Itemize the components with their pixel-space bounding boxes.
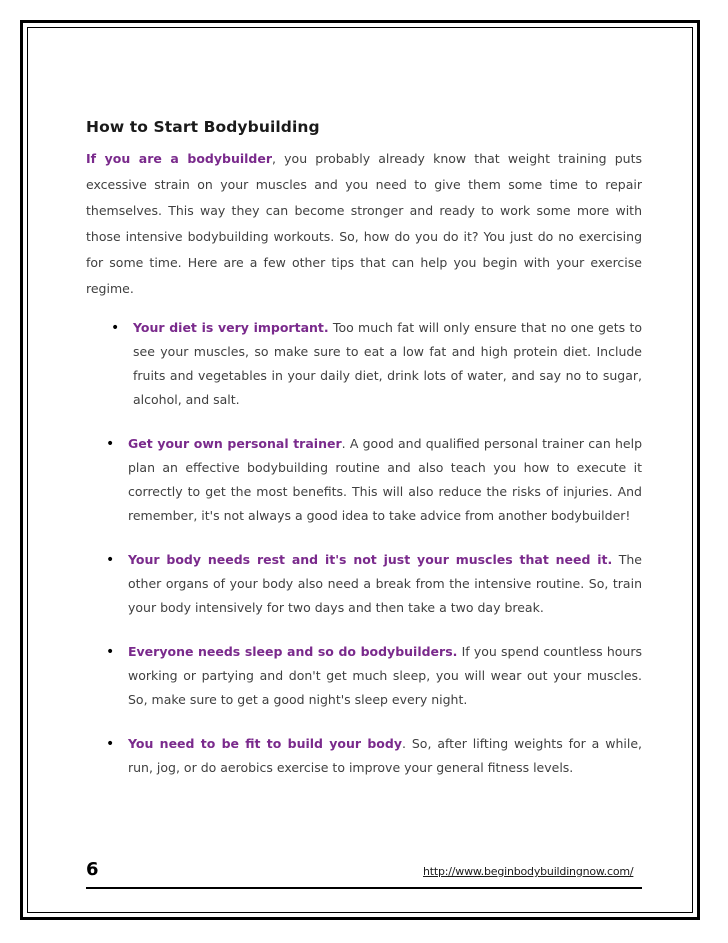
tip-lead: Everyone needs sleep and so do bodybuilders.	[128, 644, 458, 659]
footer-link[interactable]: http://www.beginbodybuildingnow.com/	[423, 865, 634, 878]
tips-list	[86, 316, 642, 780]
list-item	[86, 548, 642, 620]
tip-lead: Your diet is very important.	[133, 320, 329, 335]
intro-paragraph	[86, 146, 642, 302]
footer-divider	[86, 887, 642, 889]
tip-text: The other organs of your body also need a break from the intensive routine. So, train your body intensively for two days and then take a two day break.	[128, 552, 642, 615]
tip-text: . So, after lifting weights for a while, run, jog, or do aerobics exercise to improve your general fitness levels.	[128, 736, 642, 775]
tip-lead: Get your own personal trainer	[128, 436, 342, 451]
article	[86, 118, 642, 800]
tip-lead: You need to be fit to build your body	[128, 736, 402, 751]
article-title: How to Start Bodybuilding	[86, 118, 320, 136]
tip-text: If you spend countless hours working or partying and don't get much sleep, you will wear out your muscles. So, make sure to get a good night's sleep every night.	[128, 644, 642, 707]
list-item	[86, 432, 642, 528]
bullet-icon: •	[106, 436, 115, 452]
tip-lead: Your body needs rest and it's not just your muscles that need it.	[128, 552, 613, 567]
list-item	[86, 640, 642, 712]
list-item	[86, 732, 642, 780]
intro-lead: If you are a bodybuilder	[86, 151, 273, 166]
page-number: 6	[86, 859, 99, 880]
bullet-icon: •	[106, 736, 115, 752]
intro-text: , you probably already know that weight training puts excessive strain on your muscles and you need to give them some time to repair themselves. This way they can become stronger and ready to work some more with those intensive bodybuilding workouts. So, how do you do it? You just do no exercising for some time. Here are a few other tips that can help you begin with your exercise regime.	[86, 151, 642, 296]
bullet-icon: •	[111, 320, 120, 336]
bullet-icon: •	[106, 644, 115, 660]
bullet-icon: •	[106, 552, 115, 568]
tip-text: Too much fat will only ensure that no one gets to see your muscles, so make sure to eat a low fat and high protein diet. Include fruits and vegetables in your daily diet, drink lots of water, and say no to sugar, alcohol, and salt.	[133, 320, 643, 407]
tip-text: . A good and qualified personal trainer can help plan an effective bodybuilding routine and also teach you how to execute it correctly to get the most benefits. This will also reduce the risks of injuries. And remember, it's not always a good idea to take advice from another bodybuilder!	[128, 436, 643, 523]
list-item	[86, 316, 642, 412]
